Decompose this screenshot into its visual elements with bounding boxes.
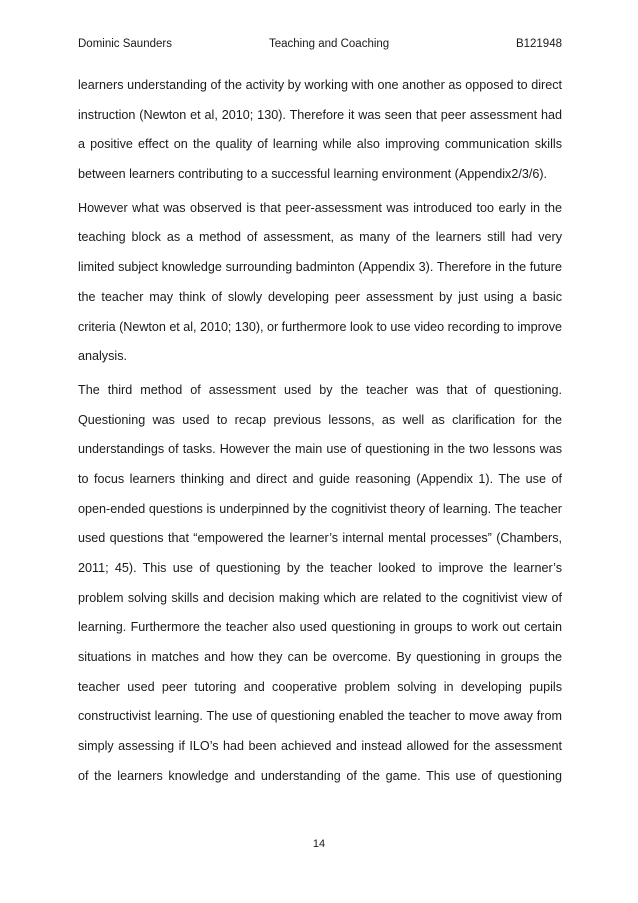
text-line: teacher used peer tutoring and cooperative problem solving in developing pupils	[78, 679, 562, 694]
paragraph-3	[78, 376, 562, 792]
text-line: of the learners knowledge and understanding of the game. This use of questioning	[78, 768, 562, 783]
text-line: simply assessing if ILO’s had been achieved and instead allowed for the assessment	[78, 739, 562, 754]
text-line: the teacher may think of slowly developing peer assessment by just using a basic	[78, 289, 562, 304]
page-number: 14	[312, 838, 326, 850]
text-line: between learners contributing to a successful learning environment (Appendix2/3/6).	[78, 167, 548, 182]
page-footer	[0, 838, 638, 850]
text-line: limited subject knowledge surrounding badminton (Appendix 3). Therefore in the future	[78, 260, 562, 275]
text-line: learning. Furthermore the teacher also used questioning in groups to work out certain	[78, 620, 562, 635]
text-line: instruction (Newton et al, 2010; 130). Therefore it was seen that peer assessment had	[78, 107, 562, 122]
text-line: 2011; 45). This use of questioning by the teacher looked to improve the learner’s	[78, 561, 562, 575]
text-line: analysis.	[78, 349, 127, 364]
text-line: However what was observed is that peer-assessment was introduced too early in the	[78, 200, 562, 215]
header-module: Teaching and Coaching	[269, 38, 390, 50]
text-line: situations in matches and how they can be overcome. By questioning in groups the	[78, 650, 562, 665]
page-header	[78, 38, 562, 54]
text-line: used questions that “empowered the learner’s internal mental processes” (Chambers,	[78, 531, 562, 546]
text-line: The third method of assessment used by the teacher was that of questioning.	[78, 382, 562, 397]
text-line: criteria (Newton et al, 2010; 130), or furthermore look to use video recording to improve	[78, 319, 562, 334]
paragraph-1	[78, 71, 562, 190]
text-line: understandings of tasks. However the main use of questioning in the two lessons was	[78, 442, 562, 457]
text-line: learners understanding of the activity by working with one another as opposed to direct	[78, 78, 562, 92]
header-student-id: B121948	[515, 38, 562, 50]
text-line: Questioning was used to recap previous lessons, as well as clarification for the	[78, 412, 562, 427]
paragraph-2	[78, 194, 562, 372]
text-line: problem solving skills and decision making which are related to the cognitivist view of	[78, 590, 562, 605]
header-author: Dominic Saunders	[78, 38, 172, 50]
text-line: open-ended questions is underpinned by the cognitivist theory of learning. The teacher	[78, 501, 562, 516]
text-line: teaching block as a method of assessment, as many of the learners still had very	[78, 230, 562, 245]
text-line: constructivist learning. The use of questioning enabled the teacher to move away from	[78, 709, 562, 724]
text-line: a positive effect on the quality of learning while also improving communication skills	[78, 137, 562, 152]
body-text	[78, 71, 562, 792]
text-line: to focus learners thinking and direct and guide reasoning (Appendix 1). The use of	[78, 471, 562, 486]
